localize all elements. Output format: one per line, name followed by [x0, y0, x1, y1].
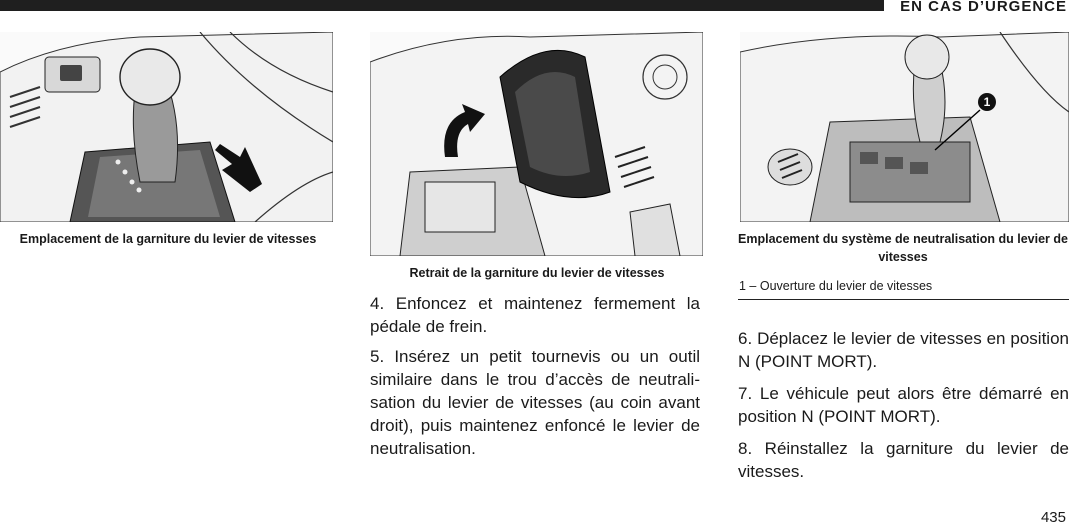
callout-number: 1 — [983, 95, 991, 109]
header-bar — [0, 0, 884, 11]
figure-caption: Retrait de la garniture du levier de vitesses — [409, 266, 665, 280]
step-paragraph: 4. Enfoncez et maintenez fermement la pédale de frein. — [370, 294, 700, 336]
step-paragraph: 8. Réinstallez la garniture du levier de vitesses. — [738, 439, 1069, 481]
shifter-bezel-illustration — [0, 32, 333, 222]
figure-legend: 1 – Ouverture du levier de vitesses — [739, 279, 933, 293]
section-title: EN CAS D’URGENCE — [900, 0, 1067, 15]
figure-caption: Emplacement de la garniture du levier de vitesses — [19, 232, 317, 246]
figure-caption: Emplacement du système de neutralisation du levier de vitesses — [738, 232, 1068, 264]
step-paragraph: 6. Déplacez le levier de vitesses en position N (POINT MORT). — [738, 329, 1069, 371]
step-paragraph: 5. Insérez un petit tournevis ou un outil similaire dans le trou d’accès de neutralisation du levier de vitesses (au coin avant droit), puis maintenez enfoncé le levier de neutralisation. — [370, 347, 700, 458]
figure-shifter-bezel-removal — [370, 32, 703, 256]
page-number: 435 — [1040, 509, 1066, 526]
shift-override-illustration — [740, 32, 1069, 222]
figure-shifter-bezel-location — [0, 32, 333, 222]
legend-divider — [738, 299, 1069, 300]
bezel-removal-illustration — [370, 32, 703, 256]
figure-shift-override-location — [740, 32, 1069, 222]
step-paragraph: 7. Le véhicule peut alors être démarré en position N (POINT MORT). — [738, 384, 1069, 426]
